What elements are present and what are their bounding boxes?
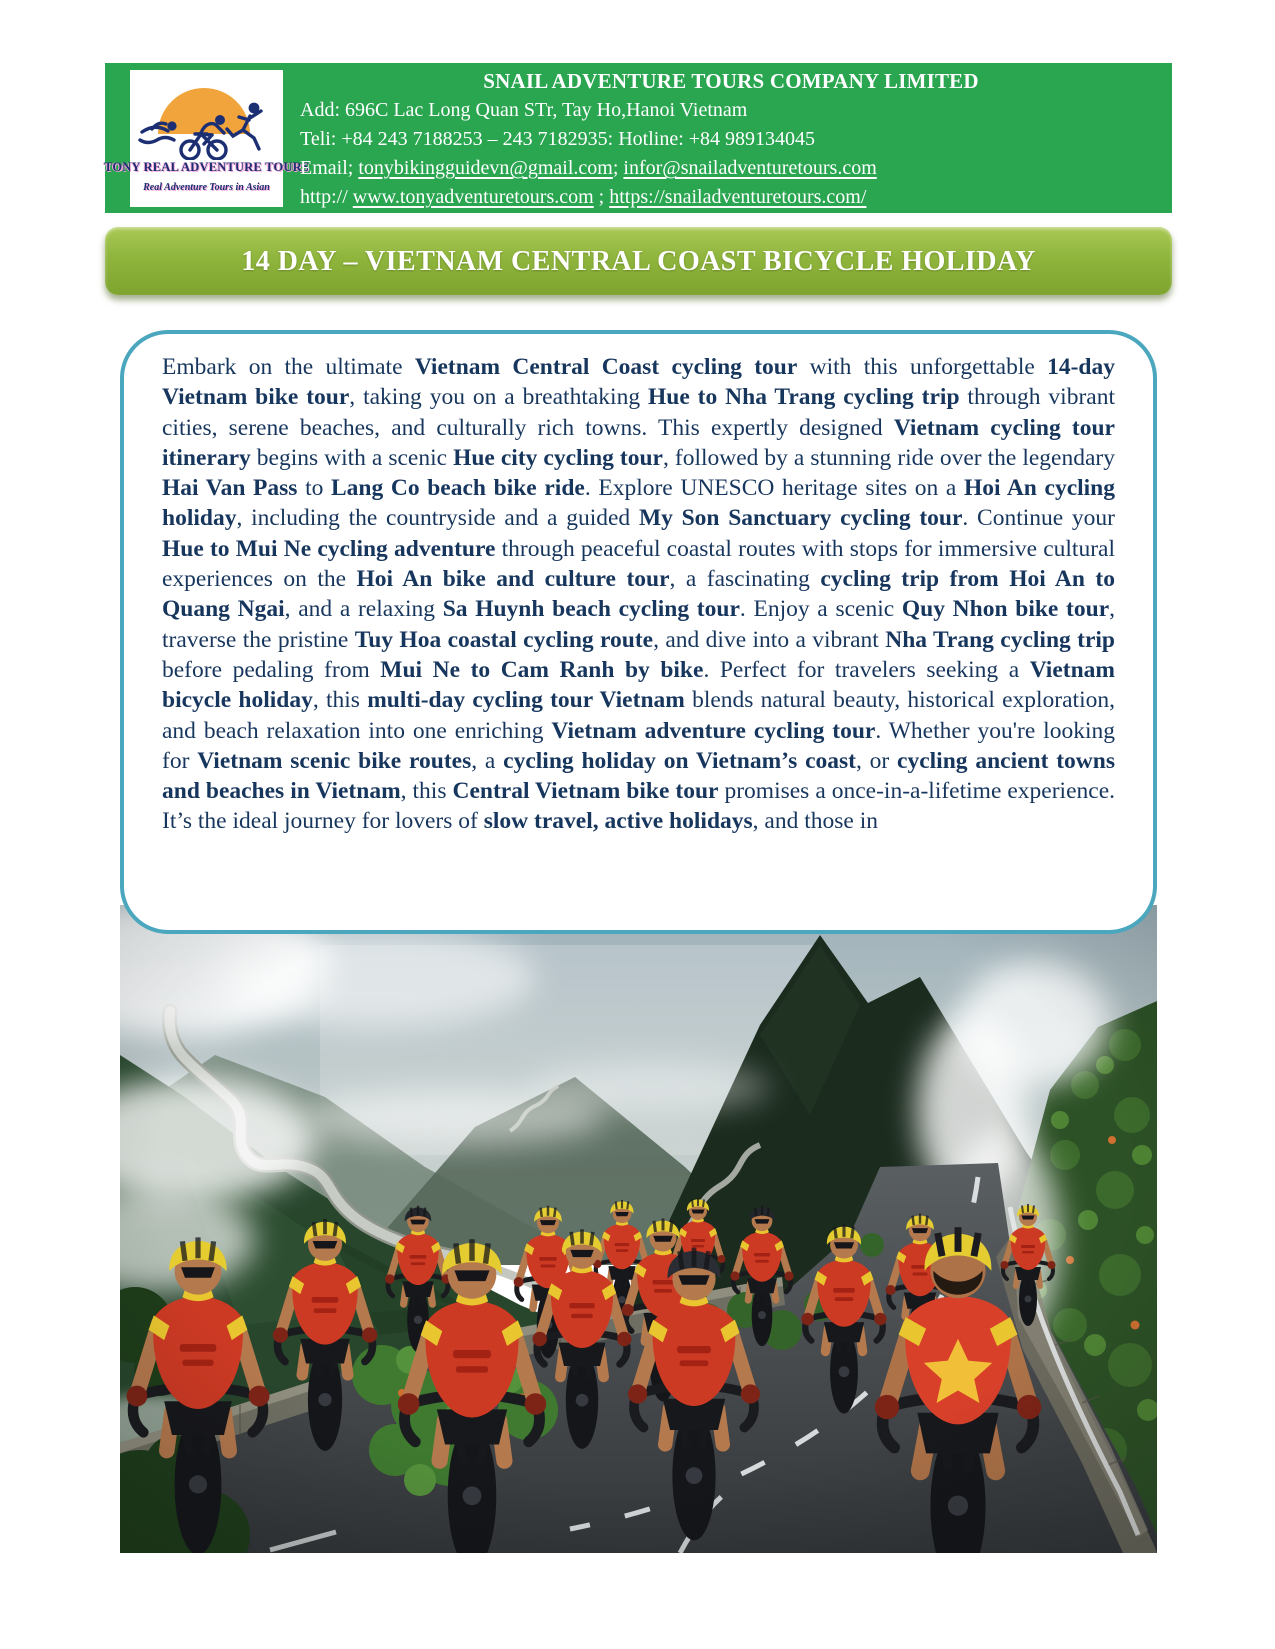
company-info	[300, 67, 1162, 212]
company-address: Add: 696C Lac Long Quan STr, Tay Ho,Hanoi Vietnam	[300, 99, 748, 121]
company-websites	[300, 183, 1162, 212]
cycling-photo-illustration	[120, 905, 1157, 1553]
company-name: SNAIL ADVENTURE TOURS COMPANY LIMITED	[483, 69, 979, 93]
website-link-1[interactable]: www.tonyadventuretours.com	[352, 186, 594, 208]
tour-title: 14 DAY – VIETNAM CENTRAL COAST BICYCLE HOLIDAY	[241, 244, 1036, 277]
tour-title-banner	[105, 227, 1172, 295]
company-emails	[300, 154, 1162, 183]
logo-subtitle: Real Adventure Tours in Asian	[143, 182, 270, 193]
web-separator: ;	[598, 186, 605, 208]
email-link-1[interactable]: tonybikingguidevn@gmail.com	[358, 157, 613, 179]
email-link-2[interactable]: infor@snailadventuretours.com	[623, 157, 877, 179]
logo-title: TONY REAL ADVENTURE TOURS	[104, 160, 309, 174]
website-link-2[interactable]: https://snailadventuretours.com/	[609, 186, 867, 208]
email-label: Email;	[300, 157, 354, 179]
company-header	[105, 63, 1172, 213]
company-phone: Teli: +84 243 7188253 – 243 7182935: Hotline: +84 989134045	[300, 128, 816, 150]
intro-box	[120, 330, 1157, 934]
email-separator: ;	[612, 157, 619, 179]
tour-photo	[120, 905, 1157, 1553]
triathlon-logo-icon	[132, 72, 282, 160]
intro-paragraph: Embark on the ultimate Vietnam Central Coast cycling tour with this unforgettable 14-day Vietnam bike tour, taking you on a breathtaking Hue to Nha Trang cycling trip through vibrant cities, serene beaches, and culturally rich towns. This expertly designed Vietnam cycling tour itinerary begins with a scenic Hue city cycling tour, followed by a stunning ride over the legendary Hai Van Pass to Lang Co beach bike ride. Explore UNESCO heritage sites on a Hoi An cycling holiday, including the countryside and a guided My Son Sanctuary cycling tour. Continue your Hue to Mui Ne cycling adventure through peaceful coastal routes with stops for immersive cultural experiences on the Hoi An bike and culture tour, a fascinating cycling trip from Hoi An to Quang Ngai, and a relaxing Sa Huynh beach cycling tour. Enjoy a scenic Quy Nhon bike tour, traverse the pristine Tuy Hoa coastal cycling route, and dive into a vibrant Nha Trang cycling trip before pedaling from Mui Ne to Cam Ranh by bike. Perfect for travelers seeking a Vietnam bicycle holiday, this multi-day cycling tour Vietnam blends natural beauty, historical exploration, and beach relaxation into one enriching Vietnam adventure cycling tour. Whether you're looking for Vietnam scenic bike routes, a cycling holiday on Vietnam’s coast, or cycling ancient towns and beaches in Vietnam, this Central Vietnam bike tour promises a once-in-a-lifetime experience. It’s the ideal journey for lovers of slow travel, active holidays, and those in	[162, 354, 1116, 835]
web-label: http://	[300, 186, 348, 208]
company-logo	[104, 70, 309, 207]
